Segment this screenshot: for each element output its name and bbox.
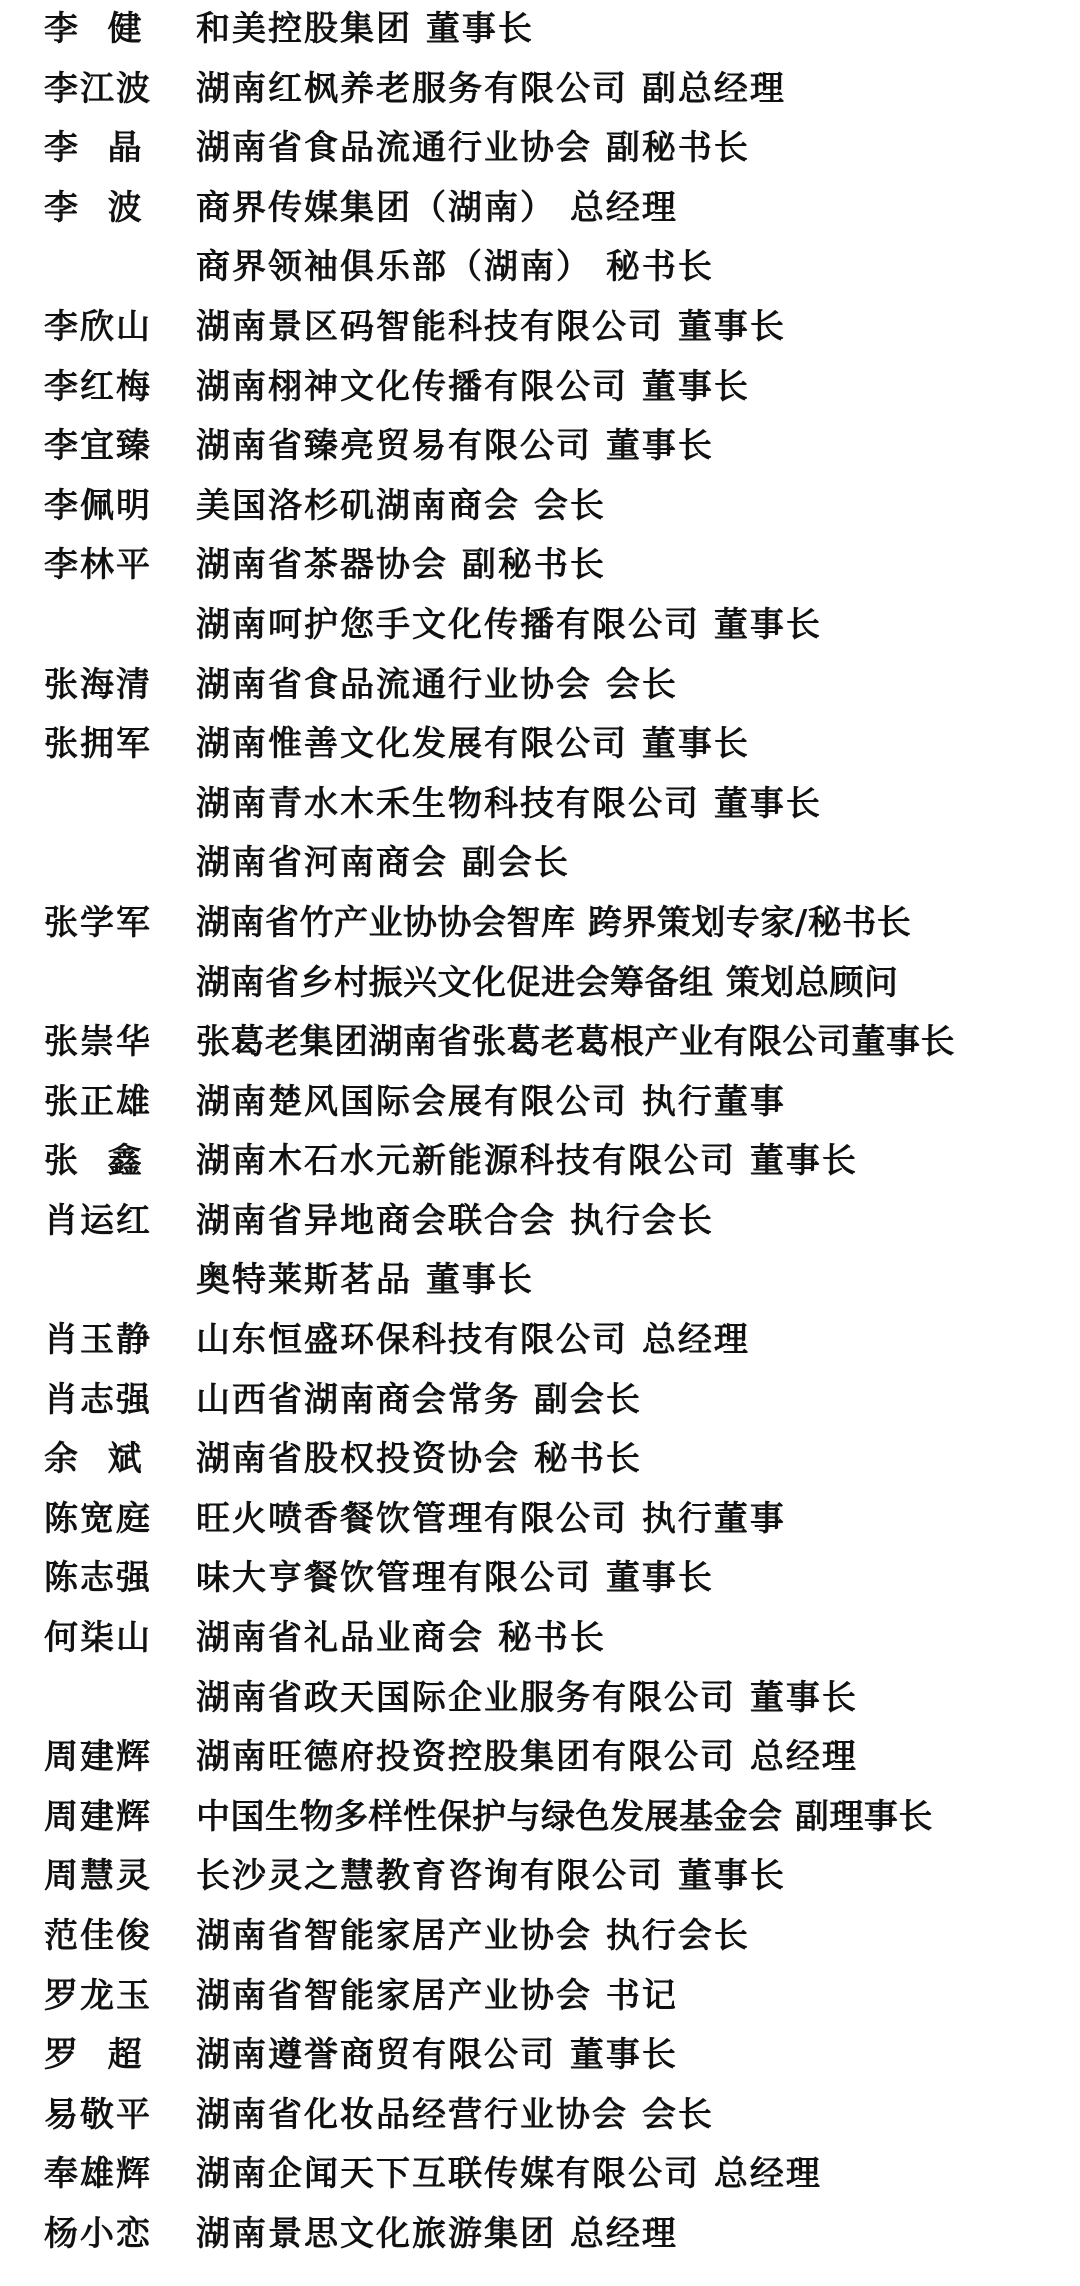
- member-name: 陈宽庭: [44, 1498, 152, 1539]
- roster-row: [0, 656, 1080, 716]
- member-role: 湖南省食品流通行业协会 会长: [196, 664, 678, 705]
- roster-row: [0, 179, 1080, 239]
- roster-row: [0, 596, 1080, 656]
- member-role: 湖南省智能家居产业协会 执行会长: [196, 1916, 750, 1956]
- member-role: 湖南楚风国际会展有限公司 执行董事: [196, 1081, 786, 1122]
- member-name: 周建辉: [44, 1796, 152, 1837]
- member-name: 易敬平: [44, 2094, 152, 2135]
- member-name: 何柒山: [44, 1618, 152, 1659]
- member-role: 张葛老集团湖南省张葛老葛根产业有限公司董事长: [196, 1022, 955, 1063]
- member-name: 肖玉静: [44, 1320, 152, 1361]
- roster-row: [0, 2026, 1080, 2086]
- roster-row: [0, 1013, 1080, 1073]
- member-role: 湖南省智能家居产业协会 书记: [196, 1975, 678, 2016]
- roster-row: [0, 1847, 1080, 1907]
- member-role: 湖南木石水元新能源科技有限公司 董事长: [196, 1141, 858, 1182]
- member-role: 湖南省河南商会 副会长: [196, 843, 570, 884]
- member-role: 味大亨餐饮管理有限公司 董事长: [196, 1558, 714, 1599]
- member-role: 湖南省化妆品经营行业协会 会长: [196, 2094, 714, 2135]
- roster-row: [0, 1549, 1080, 1609]
- member-role: 湖南省政天国际企业服务有限公司 董事长: [196, 1677, 858, 1718]
- member-name: 张 鑫: [44, 1141, 144, 1182]
- member-role: 湖南景区码智能科技有限公司 董事长: [196, 306, 786, 347]
- member-role: 商界领袖俱乐部（湖南） 秘书长: [196, 247, 714, 288]
- member-role: 湖南省股权投资协会 秘书长: [196, 1439, 642, 1480]
- member-role: 湖南企闻天下互联传媒有限公司 总经理: [196, 2154, 822, 2195]
- member-role: 湖南省竹产业协协会智库 跨界策划专家/秘书长: [196, 902, 912, 943]
- roster-row: [0, 1490, 1080, 1550]
- member-role: 湖南红枫养老服务有限公司 副总经理: [196, 68, 786, 109]
- roster-row: [0, 1967, 1080, 2027]
- member-role: 和美控股集团 董事长: [196, 9, 534, 49]
- roster-row: [0, 1669, 1080, 1729]
- member-name: 李红梅: [44, 366, 152, 407]
- member-role: 湖南旺德府投资控股集团有限公司 总经理: [196, 1737, 858, 1778]
- roster-row: [0, 894, 1080, 954]
- roster-row: [0, 1371, 1080, 1431]
- member-name: 周慧灵: [44, 1856, 152, 1897]
- member-name: 张崇华: [44, 1022, 152, 1063]
- member-name: 李佩明: [44, 485, 152, 526]
- roster-row: [0, 2086, 1080, 2146]
- roster-row: [0, 417, 1080, 477]
- roster-row: [0, 536, 1080, 596]
- roster-row: [0, 1788, 1080, 1848]
- roster-row: [0, 298, 1080, 358]
- member-name: 李宜臻: [44, 426, 152, 467]
- member-role: 湖南青水木禾生物科技有限公司 董事长: [196, 783, 822, 824]
- member-name: 李 晶: [44, 128, 144, 169]
- member-name: 李林平: [44, 545, 152, 586]
- roster-row: [0, 1430, 1080, 1490]
- member-role: 湖南省臻亮贸易有限公司 董事长: [196, 426, 714, 467]
- roster-row: [0, 775, 1080, 835]
- member-role: 湖南惟善文化发展有限公司 董事长: [196, 724, 750, 765]
- roster-row: [0, 1609, 1080, 1669]
- member-role: 湖南省乡村振兴文化促进会筹备组 策划总顾问: [196, 962, 899, 1003]
- member-name: 范佳俊: [44, 1916, 152, 1956]
- member-role: 商界传媒集团（湖南） 总经理: [196, 187, 678, 228]
- member-name: 奉雄辉: [44, 2154, 152, 2195]
- member-name: 李江波: [44, 68, 152, 109]
- roster-row: [0, 1073, 1080, 1133]
- roster-row: [0, 238, 1080, 298]
- roster-row: [0, 1311, 1080, 1371]
- member-role: 湖南省食品流通行业协会 副秘书长: [196, 128, 750, 169]
- member-name: 李欣山: [44, 306, 152, 347]
- member-role: 湖南省礼品业商会 秘书长: [196, 1618, 606, 1659]
- roster-row: [0, 1251, 1080, 1311]
- member-name: 肖志强: [44, 1379, 152, 1420]
- roster-row: [0, 119, 1080, 179]
- roster-row: [0, 1728, 1080, 1788]
- member-role: 湖南栩神文化传播有限公司 董事长: [196, 366, 750, 407]
- member-name: 张正雄: [44, 1081, 152, 1122]
- member-role: 美国洛杉矶湖南商会 会长: [196, 485, 606, 526]
- roster-row: [0, 2205, 1080, 2265]
- roster-row: [0, 834, 1080, 894]
- member-role: 长沙灵之慧教育咨询有限公司 董事长: [196, 1856, 786, 1897]
- member-role: 奥特莱斯茗品 董事长: [196, 1260, 534, 1301]
- roster-row: [0, 2145, 1080, 2205]
- member-name: 周建辉: [44, 1737, 152, 1778]
- roster-row: [0, 60, 1080, 120]
- member-role: 中国生物多样性保护与绿色发展基金会 副理事长: [196, 1796, 933, 1837]
- member-name: 张学军: [44, 902, 152, 943]
- roster-row: [0, 715, 1080, 775]
- member-name: 罗 超: [44, 2035, 144, 2076]
- member-role: 湖南呵护您手文化传播有限公司 董事长: [196, 604, 822, 645]
- member-role: 湖南省异地商会联合会 执行会长: [196, 1200, 714, 1241]
- roster-row: [0, 1907, 1080, 1967]
- member-role: 湖南景思文化旅游集团 总经理: [196, 2213, 678, 2254]
- roster-row: [0, 954, 1080, 1014]
- roster-row: [0, 1132, 1080, 1192]
- member-name: 陈志强: [44, 1558, 152, 1599]
- member-name: 余 斌: [44, 1439, 144, 1480]
- member-role: 湖南遵誉商贸有限公司 董事长: [196, 2035, 678, 2076]
- member-name: 李 波: [44, 187, 144, 228]
- member-name: 杨小恋: [44, 2213, 152, 2254]
- member-name: 肖运红: [44, 1200, 152, 1241]
- member-role: 旺火喷香餐饮管理有限公司 执行董事: [196, 1498, 786, 1539]
- member-role: 山西省湖南商会常务 副会长: [196, 1379, 642, 1420]
- member-name: 李 健: [44, 9, 144, 49]
- member-role: 山东恒盛环保科技有限公司 总经理: [196, 1320, 750, 1361]
- member-role: 湖南省茶器协会 副秘书长: [196, 545, 606, 586]
- roster-row: [0, 477, 1080, 537]
- member-name: 张海清: [44, 664, 152, 705]
- roster-row: [0, 0, 1080, 60]
- member-name: 张拥军: [44, 724, 152, 765]
- member-name: 罗龙玉: [44, 1975, 152, 2016]
- roster-row: [0, 358, 1080, 418]
- roster-row: [0, 1192, 1080, 1252]
